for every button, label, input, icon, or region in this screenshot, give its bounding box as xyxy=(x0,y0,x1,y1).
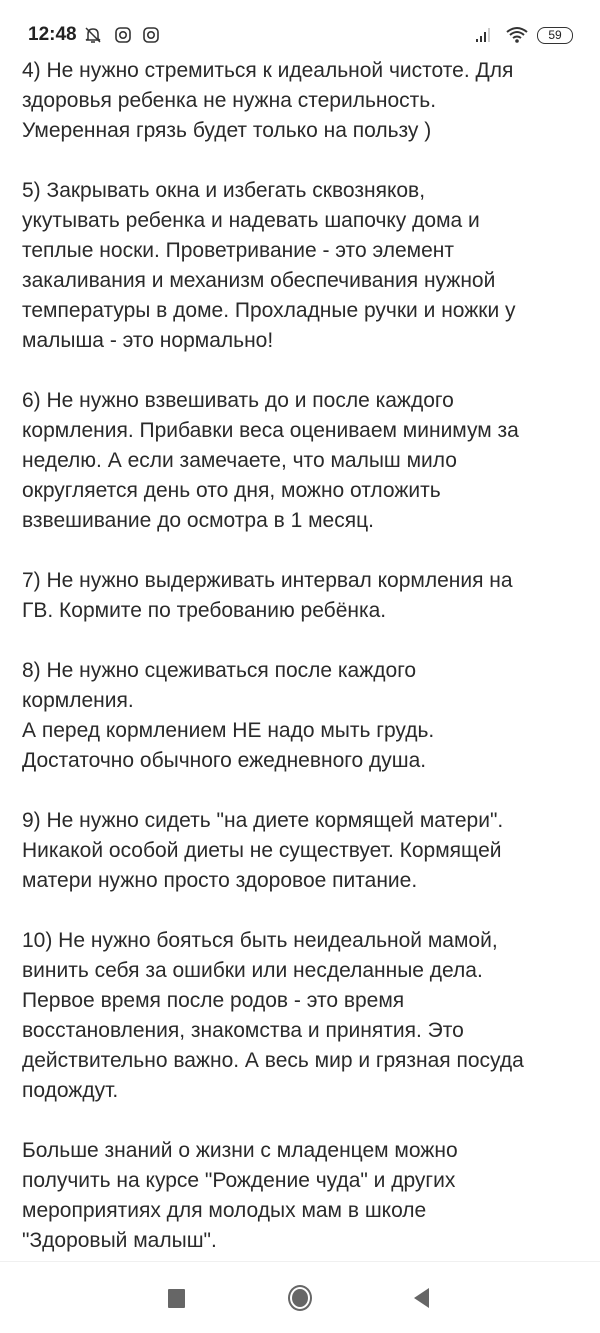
battery-level: 59 xyxy=(548,28,562,42)
article-line: подождут. xyxy=(22,1079,119,1102)
signal-icon xyxy=(474,26,494,44)
article-line: Умеренная грязь будет только на пользу ) xyxy=(22,119,432,142)
article-line: 7) Не нужно выдерживать интервал кормления на xyxy=(22,569,513,592)
article-line: Больше знаний о жизни с младенцем можно xyxy=(22,1139,458,1162)
instagram-icon xyxy=(142,26,160,44)
square-icon xyxy=(168,1289,185,1308)
battery-icon xyxy=(537,27,573,44)
article-line: мероприятиях для молодых мам в школе xyxy=(22,1199,427,1222)
article-line: теплые носки. Проветривание - это элемент xyxy=(22,239,454,262)
muted-bell-icon xyxy=(84,26,102,44)
article-line: Достаточно обычного ежедневного душа. xyxy=(22,749,427,772)
article-line: 6) Не нужно взвешивать до и после каждого xyxy=(22,389,454,412)
article-line: винить себя за ошибки или несделанные дела. xyxy=(22,959,483,982)
article-line: матери нужно просто здоровое питание. xyxy=(22,869,418,892)
article-line: малыша - это нормально! xyxy=(22,329,274,352)
article-line: 9) Не нужно сидеть "на диете кормящей матери". xyxy=(22,809,504,832)
article-line: температуры в доме. Прохладные ручки и ножки у xyxy=(22,299,516,322)
home-circle-icon xyxy=(288,1285,312,1311)
instagram-icon xyxy=(114,26,132,44)
article-line: 10) Не нужно бояться быть неидеальной мамой, xyxy=(22,929,498,952)
article-line: Никакой особой диеты не существует. Кормящей xyxy=(22,839,502,862)
recents-button[interactable] xyxy=(162,1284,190,1312)
blank-line xyxy=(22,536,590,566)
blank-line xyxy=(22,146,590,176)
article-line: Первое время после родов - это время xyxy=(22,989,405,1012)
back-button[interactable] xyxy=(408,1284,436,1312)
status-time: 12:48 xyxy=(28,24,77,45)
back-triangle-icon xyxy=(413,1287,431,1309)
article-line: укутывать ребенка и надевать шапочку дома и xyxy=(22,209,480,232)
article-line: округляется день ото дня, можно отложить xyxy=(22,479,441,502)
navigation-bar xyxy=(0,1261,600,1333)
article-line: действительно важно. А весь мир и грязная посуда xyxy=(22,1049,524,1072)
article-line: ГВ. Кормите по требованию ребёнка. xyxy=(22,599,387,622)
article-line: А перед кормлением НЕ надо мыть грудь. xyxy=(22,719,435,742)
article-line: здоровья ребенка не нужна стерильность. xyxy=(22,89,437,112)
home-button[interactable] xyxy=(286,1284,314,1312)
article-line: 8) Не нужно сцеживаться после каждого xyxy=(22,659,417,682)
article-line: неделю. А если замечаете, что малыш мило xyxy=(22,449,457,472)
status-bar xyxy=(0,0,600,55)
article-text xyxy=(22,56,590,1256)
blank-line xyxy=(22,1106,590,1136)
article-line: "Здоровый малыш". xyxy=(22,1229,217,1252)
article-line: кормления. xyxy=(22,689,134,712)
blank-line xyxy=(22,896,590,926)
article-line: взвешивание до осмотра в 1 месяц. xyxy=(22,509,374,532)
article-line: восстановления, знакомства и принятия. Это xyxy=(22,1019,464,1042)
blank-line xyxy=(22,356,590,386)
article-line: 4) Не нужно стремиться к идеальной чистоте. Для xyxy=(22,59,514,82)
article-line: получить на курсе "Рождение чуда" и других xyxy=(22,1169,456,1192)
article-line: кормления. Прибавки веса оцениваем минимум за xyxy=(22,419,519,442)
blank-line xyxy=(22,626,590,656)
blank-line xyxy=(22,776,590,806)
article-line: 5) Закрывать окна и избегать сквозняков, xyxy=(22,179,426,202)
wifi-icon xyxy=(505,26,529,44)
article-line: закаливания и механизм обеспечивания нужной xyxy=(22,269,496,292)
